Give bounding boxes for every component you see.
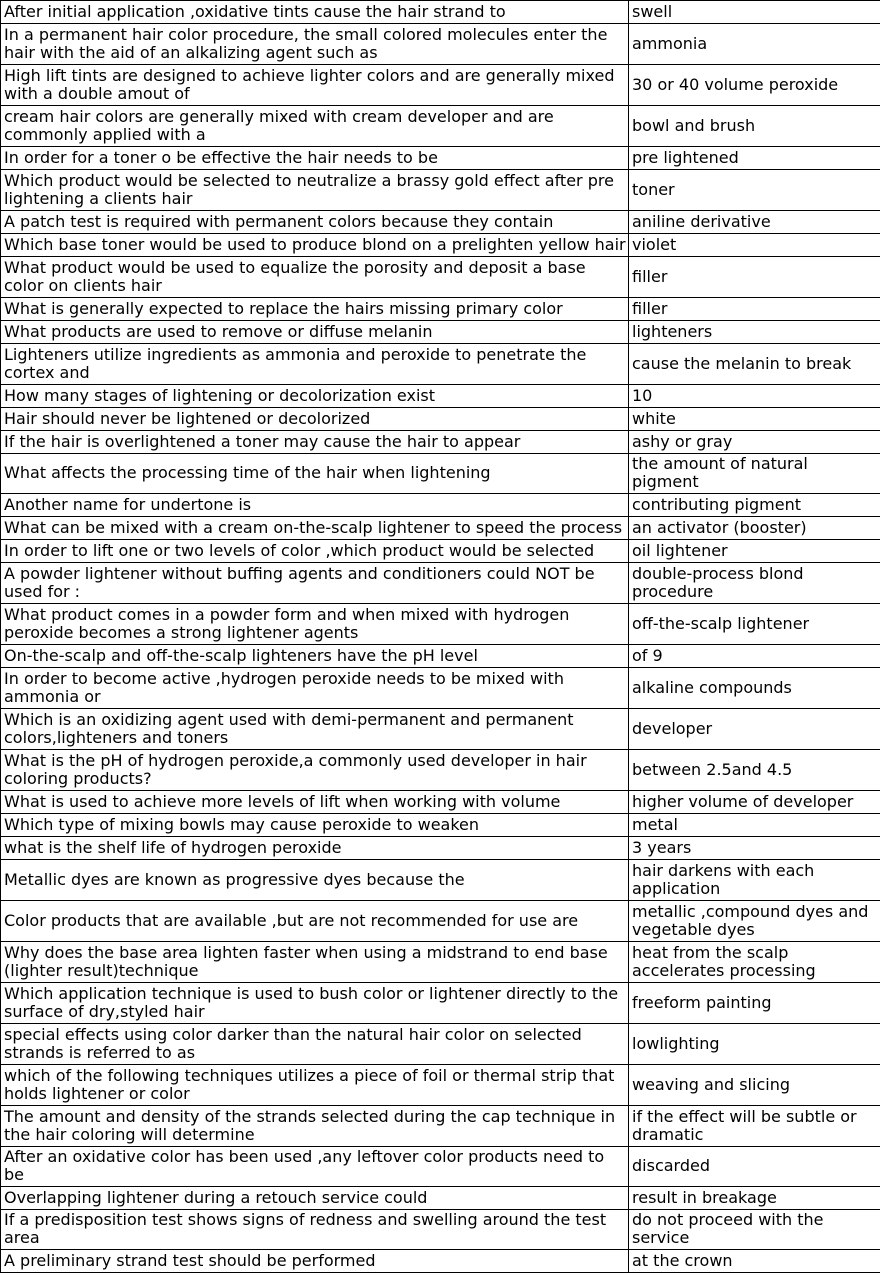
table-row (1, 385, 880, 408)
question-cell: In a permanent hair color procedure, the small colored molecules enter the hair with the aid of an alkalizing agent such as (1, 24, 629, 65)
table-row (1, 321, 880, 344)
table-row (1, 709, 880, 750)
answer-cell: bowl and brush (629, 106, 880, 147)
table-row (1, 942, 880, 983)
table-row (1, 454, 880, 494)
table-row (1, 147, 880, 170)
answer-cell: higher volume of developer (629, 791, 880, 814)
answer-cell: metal (629, 814, 880, 837)
table-row (1, 791, 880, 814)
answer-cell: pre lightened (629, 147, 880, 170)
table-row (1, 257, 880, 298)
question-cell: What product comes in a powder form and when mixed with hydrogen peroxide becomes a strong lightener agents (1, 604, 629, 645)
question-cell: Overlapping lightener during a retouch service could (1, 1187, 629, 1210)
answer-cell: at the crown (629, 1250, 880, 1273)
table-row (1, 563, 880, 604)
answer-cell: between 2.5and 4.5 (629, 750, 880, 791)
table-row (1, 837, 880, 860)
question-cell: On-the-scalp and off-the-scalp lighteners have the pH level (1, 645, 629, 668)
question-cell: Lighteners utilize ingredients as ammonia and peroxide to penetrate the cortex and (1, 344, 629, 385)
table-row (1, 1, 880, 24)
table-row (1, 408, 880, 431)
question-cell: Which is an oxidizing agent used with demi-permanent and permanent colors,lighteners and toners (1, 709, 629, 750)
question-cell: Which base toner would be used to produce blond on a prelighten yellow hair (1, 234, 629, 257)
answer-cell: do not proceed with the service (629, 1210, 880, 1250)
table-row (1, 814, 880, 837)
answer-cell: developer (629, 709, 880, 750)
answer-cell: swell (629, 1, 880, 24)
table-row (1, 645, 880, 668)
table-row (1, 1210, 880, 1250)
question-cell: If the hair is overlightened a toner may cause the hair to appear (1, 431, 629, 454)
question-cell: In order to become active ,hydrogen peroxide needs to be mixed with ammonia or (1, 668, 629, 709)
question-cell: The amount and density of the strands selected during the cap technique in the hair coloring will determine (1, 1106, 629, 1147)
answer-cell: contributing pigment (629, 494, 880, 517)
question-cell: After an oxidative color has been used ,any leftover color products need to be (1, 1147, 629, 1187)
question-cell: Another name for undertone is (1, 494, 629, 517)
question-cell: What products are used to remove or diffuse melanin (1, 321, 629, 344)
question-cell: A preliminary strand test should be performed (1, 1250, 629, 1273)
question-cell: Hair should never be lightened or decolorized (1, 408, 629, 431)
answer-cell: alkaline compounds (629, 668, 880, 709)
question-cell: What affects the processing time of the hair when lightening (1, 454, 629, 494)
question-cell: Why does the base area lighten faster when using a midstrand to end base (lighter result)technique (1, 942, 629, 983)
table-row (1, 1065, 880, 1106)
question-cell: Color products that are available ,but are not recommended for use are (1, 901, 629, 942)
answer-cell: lowlighting (629, 1024, 880, 1065)
question-cell: What is the pH of hydrogen peroxide,a commonly used developer in hair coloring products? (1, 750, 629, 791)
answer-cell: white (629, 408, 880, 431)
question-cell: In order for a toner o be effective the hair needs to be (1, 147, 629, 170)
table-row (1, 170, 880, 211)
table-row (1, 983, 880, 1024)
table-row (1, 298, 880, 321)
table-row (1, 65, 880, 106)
question-cell: cream hair colors are generally mixed with cream developer and are commonly applied with a (1, 106, 629, 147)
table-row (1, 860, 880, 901)
answer-cell: toner (629, 170, 880, 211)
question-cell: what is the shelf life of hydrogen peroxide (1, 837, 629, 860)
question-cell: Metallic dyes are known as progressive dyes because the (1, 860, 629, 901)
table-row (1, 494, 880, 517)
question-cell: What can be mixed with a cream on-the-scalp lightener to speed the process (1, 517, 629, 540)
answer-cell: oil lightener (629, 540, 880, 563)
table-row (1, 1106, 880, 1147)
question-cell: Which product would be selected to neutralize a brassy gold effect after pre lightening a clients hair (1, 170, 629, 211)
question-cell: If a predisposition test shows signs of redness and swelling around the test area (1, 1210, 629, 1250)
answer-cell: aniline derivative (629, 211, 880, 234)
answer-cell: weaving and slicing (629, 1065, 880, 1106)
question-cell: which of the following techniques utilizes a piece of foil or thermal strip that holds lightener or color (1, 1065, 629, 1106)
question-cell: special effects using color darker than the natural hair color on selected strands is referred to as (1, 1024, 629, 1065)
answer-cell: heat from the scalp accelerates processing (629, 942, 880, 983)
question-cell: What is used to achieve more levels of lift when working with volume (1, 791, 629, 814)
answer-cell: 10 (629, 385, 880, 408)
table-row (1, 344, 880, 385)
answer-cell: filler (629, 257, 880, 298)
question-cell: A patch test is required with permanent colors because they contain (1, 211, 629, 234)
table-row (1, 24, 880, 65)
answer-cell: of 9 (629, 645, 880, 668)
question-cell: After initial application ,oxidative tints cause the hair strand to (1, 1, 629, 24)
table-body (1, 1, 880, 1273)
answer-cell: 30 or 40 volume peroxide (629, 65, 880, 106)
answer-cell: ammonia (629, 24, 880, 65)
table-row (1, 1147, 880, 1187)
answer-cell: an activator (booster) (629, 517, 880, 540)
answer-cell: the amount of natural pigment (629, 454, 880, 494)
answer-cell: result in breakage (629, 1187, 880, 1210)
answer-cell: off-the-scalp lightener (629, 604, 880, 645)
question-cell: Which type of mixing bowls may cause peroxide to weaken (1, 814, 629, 837)
answer-cell: cause the melanin to break (629, 344, 880, 385)
answer-cell: lighteners (629, 321, 880, 344)
table-row (1, 517, 880, 540)
answer-cell: ashy or gray (629, 431, 880, 454)
table-row (1, 750, 880, 791)
answer-cell: hair darkens with each application (629, 860, 880, 901)
answer-cell: filler (629, 298, 880, 321)
answer-cell: metallic ,compound dyes and vegetable dyes (629, 901, 880, 942)
question-cell: In order to lift one or two levels of color ,which product would be selected (1, 540, 629, 563)
question-cell: High lift tints are designed to achieve lighter colors and are generally mixed with a double amout of (1, 65, 629, 106)
table-row (1, 901, 880, 942)
question-cell: What product would be used to equalize the porosity and deposit a base color on clients hair (1, 257, 629, 298)
table-row (1, 234, 880, 257)
table-row (1, 211, 880, 234)
table-row (1, 1187, 880, 1210)
answer-cell: freeform painting (629, 983, 880, 1024)
table-row (1, 431, 880, 454)
question-cell: How many stages of lightening or decolorization exist (1, 385, 629, 408)
table-row (1, 604, 880, 645)
answer-cell: discarded (629, 1147, 880, 1187)
question-cell: What is generally expected to replace the hairs missing primary color (1, 298, 629, 321)
answer-cell: violet (629, 234, 880, 257)
table-row (1, 668, 880, 709)
table-row (1, 540, 880, 563)
table-row (1, 1250, 880, 1273)
question-cell: A powder lightener without buffing agents and conditioners could NOT be used for : (1, 563, 629, 604)
answer-cell: double-process blond procedure (629, 563, 880, 604)
answer-cell: if the effect will be subtle or dramatic (629, 1106, 880, 1147)
table-row (1, 1024, 880, 1065)
table-row (1, 106, 880, 147)
question-cell: Which application technique is used to bush color or lightener directly to the surface of dry,styled hair (1, 983, 629, 1024)
answer-cell: 3 years (629, 837, 880, 860)
